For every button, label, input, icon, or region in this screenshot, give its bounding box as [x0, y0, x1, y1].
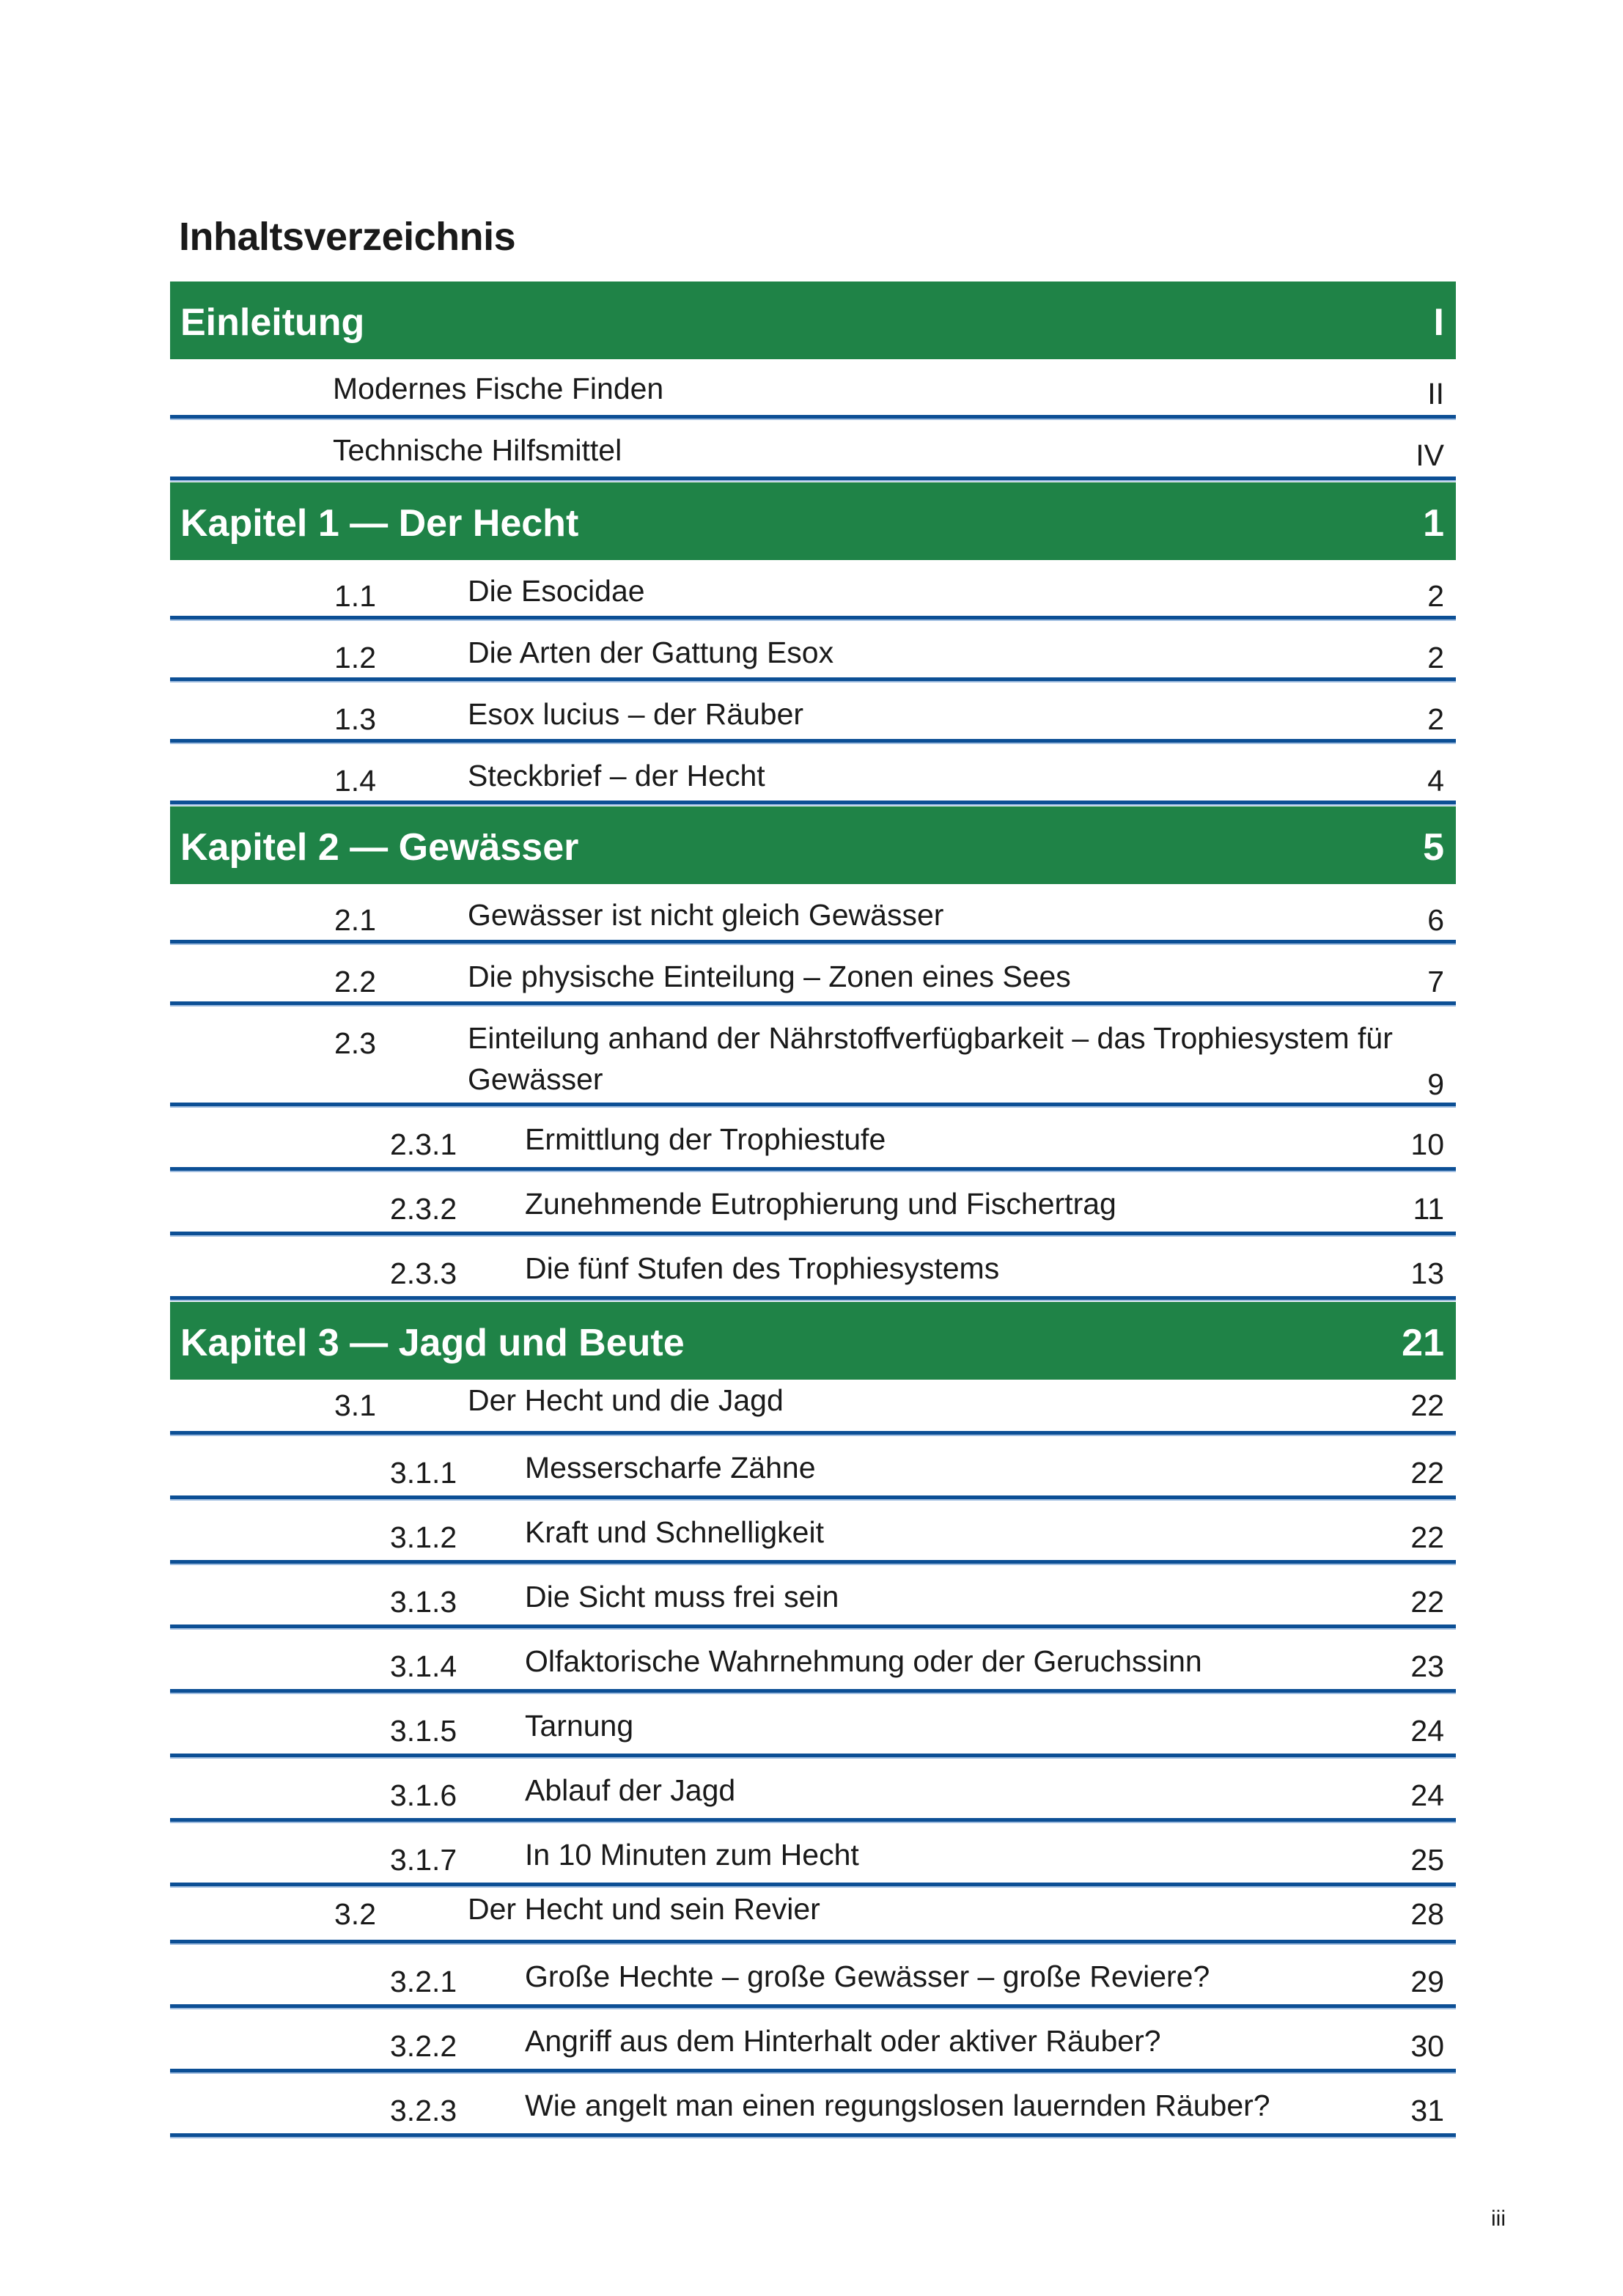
toc-entry[interactable]: [170, 745, 1456, 804]
toc-entry[interactable]: [170, 359, 1456, 419]
section-title: Wie angelt man einen regungslosen lauernden Räuber?: [525, 2089, 1270, 2122]
section-number: 3.1.2: [390, 1520, 457, 1554]
section-title: Der Hecht und die Jagd: [468, 1383, 784, 1417]
toc-entry[interactable]: [170, 1888, 1456, 1943]
toc-entry[interactable]: [170, 1501, 1456, 1564]
section-title: Steckbrief – der Hecht: [468, 759, 765, 792]
toc-entry[interactable]: [170, 884, 1456, 943]
section-title: Olfaktorische Wahrnehmung oder der Geruchssinn: [525, 1644, 1202, 1678]
section-title: Kraft und Schnelligkeit: [525, 1515, 824, 1549]
section-title: Esox lucius – der Räuber: [468, 697, 804, 731]
toc-entry[interactable]: [170, 1630, 1456, 1693]
section-number: 1.1: [334, 579, 376, 613]
toc-entry[interactable]: [170, 1759, 1456, 1822]
section-page-number: 25: [1410, 1843, 1444, 1877]
chapter-page-number: 1: [1423, 502, 1444, 545]
table-of-contents: [170, 282, 1456, 2139]
section-page-number: 13: [1410, 1256, 1444, 1290]
section-title: In 10 Minuten zum Hecht: [525, 1838, 859, 1872]
section-number: 3.1.1: [390, 1456, 457, 1490]
section-title: Modernes Fische Finden: [333, 372, 664, 405]
section-page-number: 30: [1410, 2029, 1444, 2063]
toc-entry[interactable]: [170, 1007, 1456, 1106]
section-title: Gewässer ist nicht gleich Gewässer: [468, 898, 944, 932]
chapter-heading[interactable]: [170, 482, 1456, 560]
section-title: Tarnung: [525, 1709, 634, 1743]
section-page-number: 4: [1427, 764, 1444, 798]
section-number: 2.2: [334, 965, 376, 998]
section-number: 3.1: [334, 1388, 376, 1422]
section-page-number: 23: [1410, 1649, 1444, 1683]
section-number: 2.3.2: [390, 1192, 457, 1226]
section-title: Einteilung anhand der Nährstoffverfügbarkeit – das Trophiesystem für Gewässer: [468, 1021, 1393, 1096]
section-title: Der Hecht und sein Revier: [468, 1892, 820, 1926]
section-number: 1.4: [334, 764, 376, 798]
section-page-number: 7: [1427, 965, 1444, 998]
section-number: 3.2.2: [390, 2029, 457, 2063]
section-number: 3.2.3: [390, 2094, 457, 2127]
toc-entry[interactable]: [170, 1824, 1456, 1886]
section-page-number: 31: [1410, 2094, 1444, 2127]
section-page-number: 2: [1427, 702, 1444, 736]
section-title: Angriff aus dem Hinterhalt oder aktiver Räuber?: [525, 2024, 1161, 2058]
toc-entry[interactable]: [170, 1237, 1456, 1300]
section-title: Die Sicht muss frei sein: [525, 1580, 839, 1614]
section-page-number: 6: [1427, 903, 1444, 937]
toc-entry[interactable]: [170, 421, 1456, 480]
section-number: 2.3.1: [390, 1127, 457, 1161]
section-title: Die fünf Stufen des Trophiesystems: [525, 1251, 1000, 1285]
toc-entry[interactable]: [170, 560, 1456, 619]
toc-entry[interactable]: [170, 1946, 1456, 2008]
section-number: 2.3.3: [390, 1256, 457, 1290]
section-page-number: 28: [1410, 1897, 1444, 1931]
section-number: 3.1.4: [390, 1649, 457, 1683]
section-number: 3.1.5: [390, 1714, 457, 1748]
section-page-number: 22: [1410, 1520, 1444, 1554]
section-number: 3.2.1: [390, 1965, 457, 1998]
section-page-number: 24: [1410, 1778, 1444, 1812]
toc-entry[interactable]: [170, 683, 1456, 743]
section-number: 2.1: [334, 903, 376, 937]
section-page-number: 22: [1410, 1456, 1444, 1490]
section-number: 3.2: [334, 1897, 376, 1931]
section-page-number: 9: [1427, 1067, 1444, 1101]
section-page-number: IV: [1416, 438, 1444, 472]
section-page-number: 29: [1410, 1965, 1444, 1998]
toc-entry[interactable]: [170, 1173, 1456, 1235]
section-number: 3.1.7: [390, 1843, 457, 1877]
section-page-number: 2: [1427, 641, 1444, 674]
chapter-page-number: 21: [1402, 1322, 1444, 1364]
section-title: Ablauf der Jagd: [525, 1773, 736, 1807]
section-title: Zunehmende Eutrophierung und Fischertrag: [525, 1187, 1116, 1221]
chapter-heading[interactable]: [170, 806, 1456, 884]
page-title: Inhaltsverzeichnis: [179, 215, 516, 259]
section-title: Große Hechte – große Gewässer – große Reviere?: [525, 1960, 1210, 1993]
toc-entry[interactable]: [170, 946, 1456, 1005]
toc-entry[interactable]: [170, 2010, 1456, 2072]
section-title: Messerscharfe Zähne: [525, 1451, 816, 1484]
section-number: 1.2: [334, 641, 376, 674]
toc-entry[interactable]: [170, 1437, 1456, 1499]
section-title: Technische Hilfsmittel: [333, 433, 622, 467]
chapter-title: Kapitel 1 — Der Hecht: [180, 502, 579, 545]
section-title: Ermittlung der Trophiestufe: [525, 1122, 886, 1156]
section-page-number: 10: [1410, 1127, 1444, 1161]
section-page-number: II: [1427, 377, 1444, 411]
section-number: 1.3: [334, 702, 376, 736]
page-number: iii: [1491, 2207, 1506, 2231]
chapter-heading[interactable]: [170, 282, 1456, 359]
section-page-number: 11: [1413, 1192, 1444, 1226]
toc-entry[interactable]: [170, 1695, 1456, 1757]
section-title: Die Esocidae: [468, 574, 645, 608]
toc-entry[interactable]: [170, 622, 1456, 681]
chapter-title: Kapitel 3 — Jagd und Beute: [180, 1322, 685, 1364]
toc-entry[interactable]: [170, 1566, 1456, 1628]
toc-entry[interactable]: [170, 1380, 1456, 1435]
section-number: 3.1.6: [390, 1778, 457, 1812]
section-page-number: 22: [1410, 1388, 1444, 1422]
section-page-number: 22: [1410, 1585, 1444, 1619]
chapter-title: Kapitel 2 — Gewässer: [180, 826, 579, 869]
section-title: Die physische Einteilung – Zonen eines Sees: [468, 960, 1071, 993]
toc-entry[interactable]: [170, 1108, 1456, 1171]
section-page-number: 24: [1410, 1714, 1444, 1748]
section-number: 2.3: [334, 1026, 376, 1060]
chapter-heading[interactable]: [170, 1302, 1456, 1380]
chapter-title: Einleitung: [180, 301, 365, 344]
toc-entry[interactable]: [170, 2075, 1456, 2137]
section-page-number: 2: [1427, 579, 1444, 613]
chapter-page-number: I: [1433, 301, 1444, 344]
chapter-page-number: 5: [1423, 826, 1444, 869]
section-title: Die Arten der Gattung Esox: [468, 636, 834, 669]
section-number: 3.1.3: [390, 1585, 457, 1619]
